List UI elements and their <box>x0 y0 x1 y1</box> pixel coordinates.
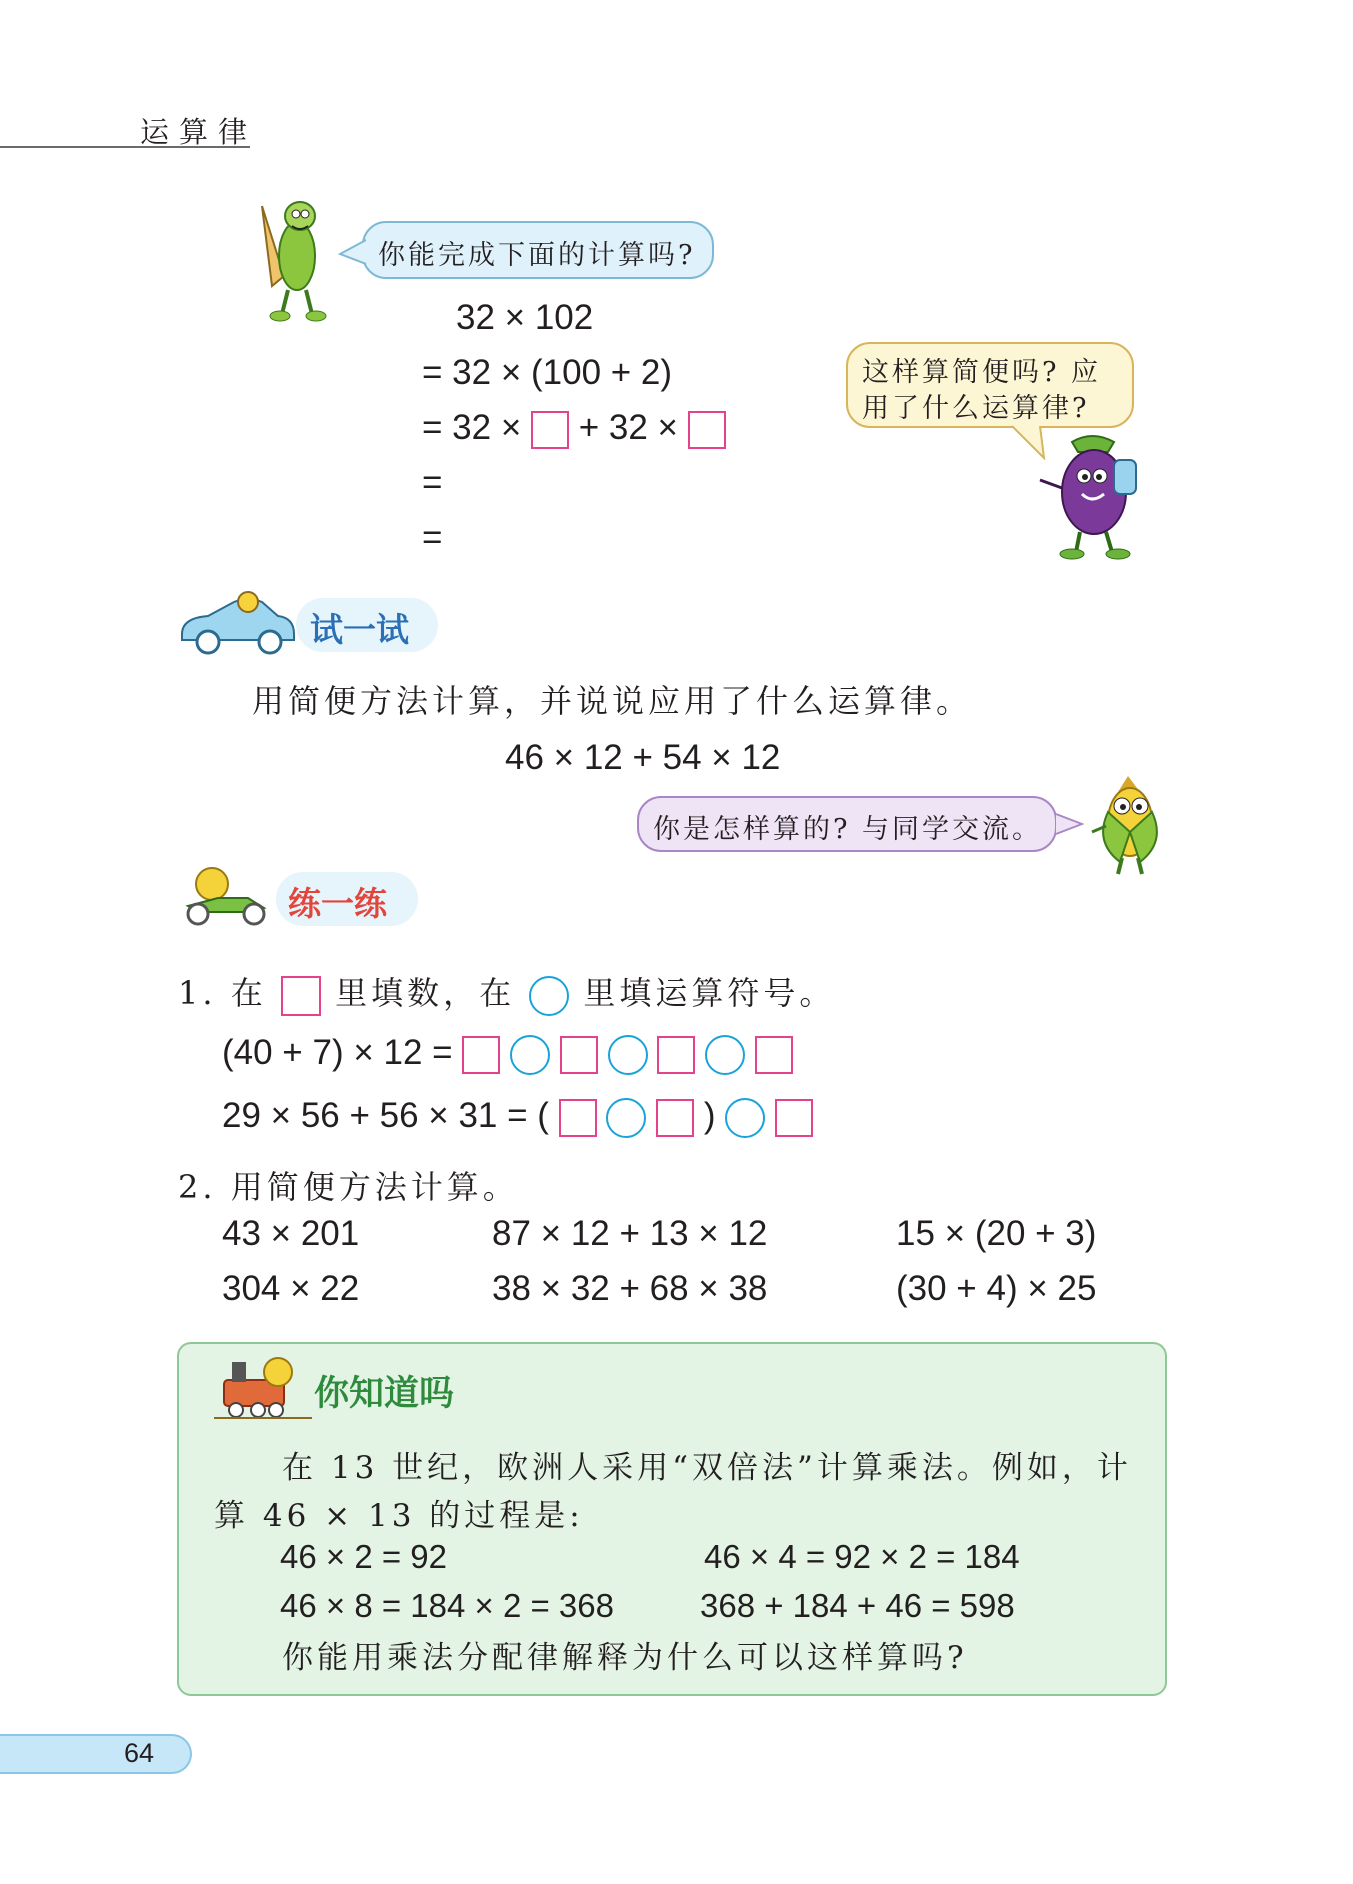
speech-bubble-corn-text: 你是怎样算的? 与同学交流。 <box>653 814 1043 845</box>
closing-paren: ) <box>703 1096 716 1135</box>
did-you-know-equation: 46 × 2 = 92 <box>280 1538 447 1575</box>
q2-expression: 304 × 22 <box>222 1269 360 1308</box>
speech-bubble-eggplant <box>846 342 1134 428</box>
calc-line-5: = <box>422 518 443 557</box>
answer-box[interactable] <box>688 411 726 449</box>
train-icon <box>214 1354 314 1420</box>
did-you-know-paragraph-line-1: 在 13 世纪，欧洲人采用“双倍法”计算乘法。例如，计 <box>282 1450 1132 1486</box>
legend-circle-icon <box>529 976 569 1016</box>
equation-lhs: 29 × 56 + 56 × 31 = ( <box>222 1096 549 1135</box>
header-rule <box>0 146 250 148</box>
try-expression: 46 × 12 + 54 × 12 <box>505 738 781 777</box>
speech-bubble-corn <box>637 796 1057 852</box>
calc-line-2: = 32 × (100 + 2) <box>422 353 673 392</box>
operator-circle[interactable] <box>705 1035 745 1075</box>
operator-circle[interactable] <box>608 1035 648 1075</box>
corn-character-illustration <box>1084 772 1174 882</box>
running-header: 运算律 <box>140 115 258 149</box>
q2-expression: 87 × 12 + 13 × 12 <box>492 1214 768 1253</box>
q2-expression: 43 × 201 <box>222 1214 360 1253</box>
speech-bubble-eggplant-line-1: 这样算简便吗? 应 <box>862 357 1102 388</box>
speech-bubble-pea-text: 你能完成下面的计算吗? <box>378 240 696 271</box>
try-section-title: 试一试 <box>310 610 409 649</box>
answer-box[interactable] <box>775 1099 813 1137</box>
operator-circle[interactable] <box>510 1035 550 1075</box>
instruction-part: 里填运算符号。 <box>583 974 836 1012</box>
practice-section-title: 练一练 <box>288 884 387 923</box>
calc-line-4: = <box>422 463 443 502</box>
car-icon <box>178 588 298 656</box>
instruction-part: 里填数，在 <box>335 974 516 1012</box>
did-you-know-equation: 46 × 4 = 92 × 2 = 184 <box>704 1538 1020 1575</box>
instruction-text: 用简便方法计算。 <box>230 1168 519 1206</box>
answer-box[interactable] <box>559 1099 597 1137</box>
speech-bubble-eggplant-line-2: 用了什么运算律? <box>862 393 1090 424</box>
calc-line-3-left: = 32 × <box>422 408 522 447</box>
answer-box[interactable] <box>657 1036 695 1074</box>
question-2-instruction <box>178 1162 519 1208</box>
calc-line-1: 32 × 102 <box>456 298 594 337</box>
pea-character-illustration <box>252 186 332 326</box>
question-number: 2. <box>178 1168 217 1206</box>
speech-bubble-pea <box>362 221 714 279</box>
operator-circle[interactable] <box>725 1098 765 1138</box>
legend-box-icon <box>281 976 321 1016</box>
page-number-tab <box>0 1734 192 1774</box>
question-1-line-2 <box>222 1096 813 1138</box>
did-you-know-equation: 368 + 184 + 46 = 598 <box>700 1587 1015 1624</box>
did-you-know-paragraph-line-2: 算 46 × 13 的过程是: <box>214 1498 584 1534</box>
bubble-tail-icon <box>1054 812 1084 838</box>
try-instruction: 用简便方法计算，并说说应用了什么运算律。 <box>252 682 973 720</box>
q2-expression: (30 + 4) × 25 <box>896 1269 1097 1308</box>
answer-box[interactable] <box>531 411 569 449</box>
did-you-know-question: 你能用乘法分配律解释为什么可以这样算吗? <box>282 1640 968 1676</box>
page-number: 64 <box>124 1738 155 1768</box>
did-you-know-equation: 46 × 8 = 184 × 2 = 368 <box>280 1587 614 1624</box>
instruction-part: 在 <box>230 974 267 1012</box>
question-number: 1. <box>178 974 217 1012</box>
calc-line-3-right: + 32 × <box>578 408 678 447</box>
question-1-instruction <box>178 968 835 1016</box>
answer-box[interactable] <box>656 1099 694 1137</box>
question-1-line-1 <box>222 1033 793 1075</box>
calc-line-3 <box>422 408 726 449</box>
operator-circle[interactable] <box>606 1098 646 1138</box>
answer-box[interactable] <box>755 1036 793 1074</box>
q2-expression: 15 × (20 + 3) <box>896 1214 1097 1253</box>
answer-box[interactable] <box>560 1036 598 1074</box>
equation-lhs: (40 + 7) × 12 = <box>222 1033 453 1072</box>
eggplant-character-illustration <box>1032 430 1152 560</box>
bubble-tail-icon <box>338 238 366 268</box>
motorbike-icon <box>178 862 274 928</box>
q2-expression: 38 × 32 + 68 × 38 <box>492 1269 768 1308</box>
answer-box[interactable] <box>462 1036 500 1074</box>
did-you-know-title: 你知道吗 <box>314 1374 455 1414</box>
